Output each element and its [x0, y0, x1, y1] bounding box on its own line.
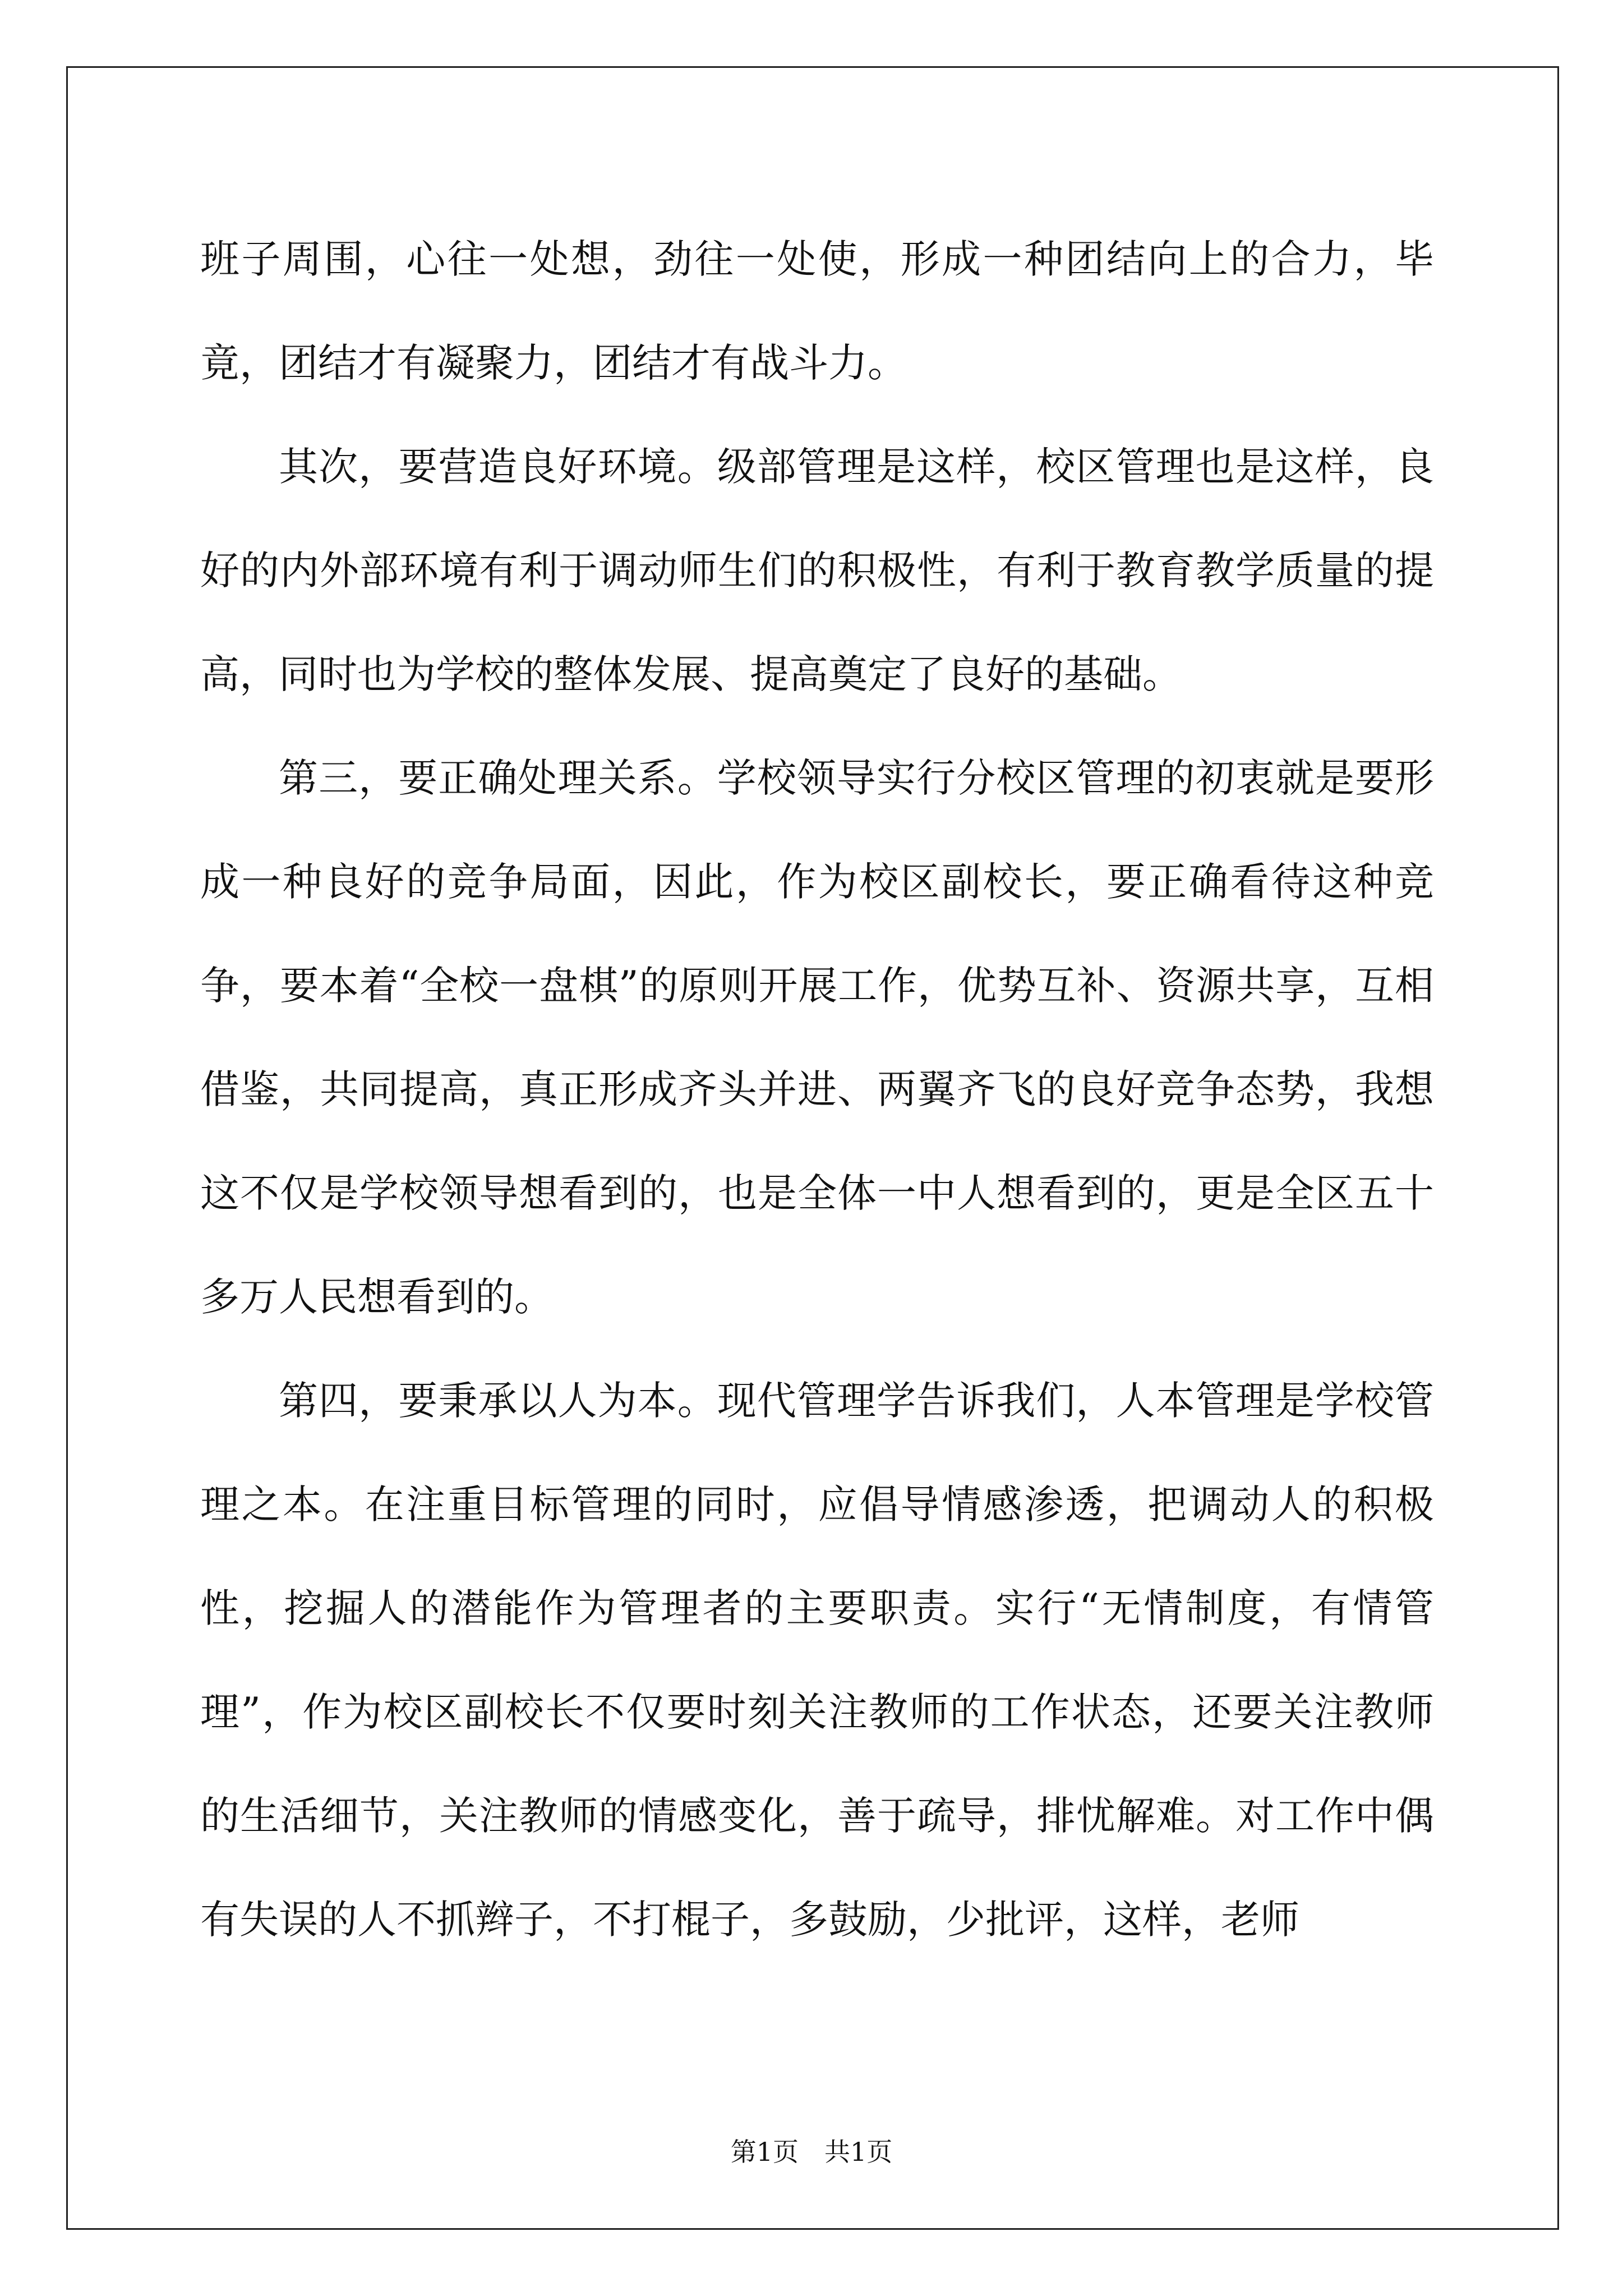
paragraph-3: 第三，要正确处理关系。学校领导实行分校区管理的初衷就是要形成一种良好的竞争局面，因此，作为校区副校长，要正确看待这种竞争，要本着“全校一盘棋”的原则开展工作，优势互补、资源共享，互相借鉴，共同提高，真正形成齐头并进、两翼齐飞的良好竞争态势，我想这不仅是学校领导想看到的，也是全体一中人想看到的，更是全区五十多万人民想看到的。	[200, 755, 1434, 1320]
paragraph-2: 其次，要营造良好环境。级部管理是这样，校区管理也是这样，良好的内外部环境有利于调动师生们的积极性，有利于教育教学质量的提高，同时也为学校的整体发展、提高奠定了良好的基础。	[200, 444, 1434, 697]
page-number-label: 第1页 共1页	[730, 2137, 893, 2167]
document-body	[200, 208, 1434, 1972]
paragraph-1: 班子周围，心往一处想，劲往一处使，形成一种团结向上的合力，毕竟，团结才有凝聚力，团结才有战斗力。	[200, 236, 1434, 386]
paragraph-4: 第四，要秉承以人为本。现代管理学告诉我们，人本管理是学校管理之本。在注重目标管理的同时，应倡导情感渗透，把调动人的积极性，挖掘人的潜能作为管理者的主要职责。实行“无情制度，有情管理”，作为校区副校长不仅要时刻关注教师的工作状态，还要关注教师的生活细节，关注教师的情感变化，善于疏导，排忧解难。对工作中偶有失误的人不抓辫子，不打棍子，多鼓励，少批评，这样，老师	[200, 1378, 1434, 1943]
page-footer	[0, 2132, 1623, 2169]
